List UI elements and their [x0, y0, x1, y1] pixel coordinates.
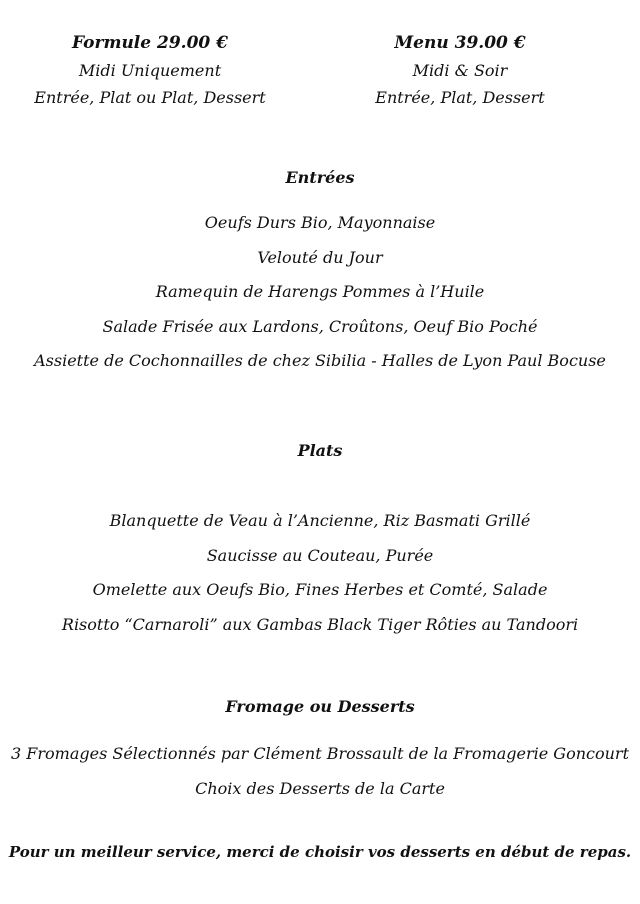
- formule-availability: Midi Uniquement: [78, 61, 222, 80]
- desserts-section: [0, 697, 640, 806]
- plats-section: [0, 441, 640, 642]
- formule-courses: Entrée, Plat ou Plat, Dessert: [34, 88, 266, 107]
- plat-item: Omelette aux Oeufs Bio, Fines Herbes et Comté, Salade: [92, 580, 548, 599]
- formule-title: Formule 29.00 €: [72, 33, 228, 53]
- menu-courses: Entrée, Plat, Dessert: [375, 88, 545, 107]
- menu-title: Menu 39.00 €: [394, 33, 526, 53]
- plat-item: Blanquette de Veau à l’Ancienne, Riz Basmati Grillé: [109, 511, 531, 530]
- entrees-section: [0, 168, 640, 379]
- menu-availability: Midi & Soir: [412, 61, 508, 80]
- entree-item: Assiette de Cochonnailles de chez Sibilia - Halles de Lyon Paul Bocuse: [34, 351, 606, 370]
- desserts-heading: Fromage ou Desserts: [225, 697, 415, 716]
- entree-item: Ramequin de Harengs Pommes à l’Huile: [155, 282, 485, 301]
- formule-block: [20, 30, 280, 111]
- plat-item: Saucisse au Couteau, Purée: [206, 545, 434, 565]
- plat-item: Risotto “Carnaroli” aux Gambas Black Tiger Rôties au Tandoori: [61, 614, 579, 634]
- entree-item: Oeufs Durs Bio, Mayonnaise: [204, 213, 436, 232]
- entree-item: Salade Frisée aux Lardons, Croûtons, Oeuf Bio Poché: [102, 316, 538, 336]
- menu-block: [330, 30, 590, 111]
- plats-heading: Plats: [297, 441, 343, 460]
- entrees-heading: Entrées: [285, 168, 355, 187]
- entree-item: Velouté du Jour: [257, 247, 383, 267]
- dessert-item: 3 Fromages Sélectionnés par Clément Brossault de la Fromagerie Goncourt: [11, 744, 629, 763]
- dessert-item: Choix des Desserts de la Carte: [195, 778, 445, 798]
- service-note: Pour un meilleur service, merci de choisir vos desserts en début de repas.: [8, 843, 632, 861]
